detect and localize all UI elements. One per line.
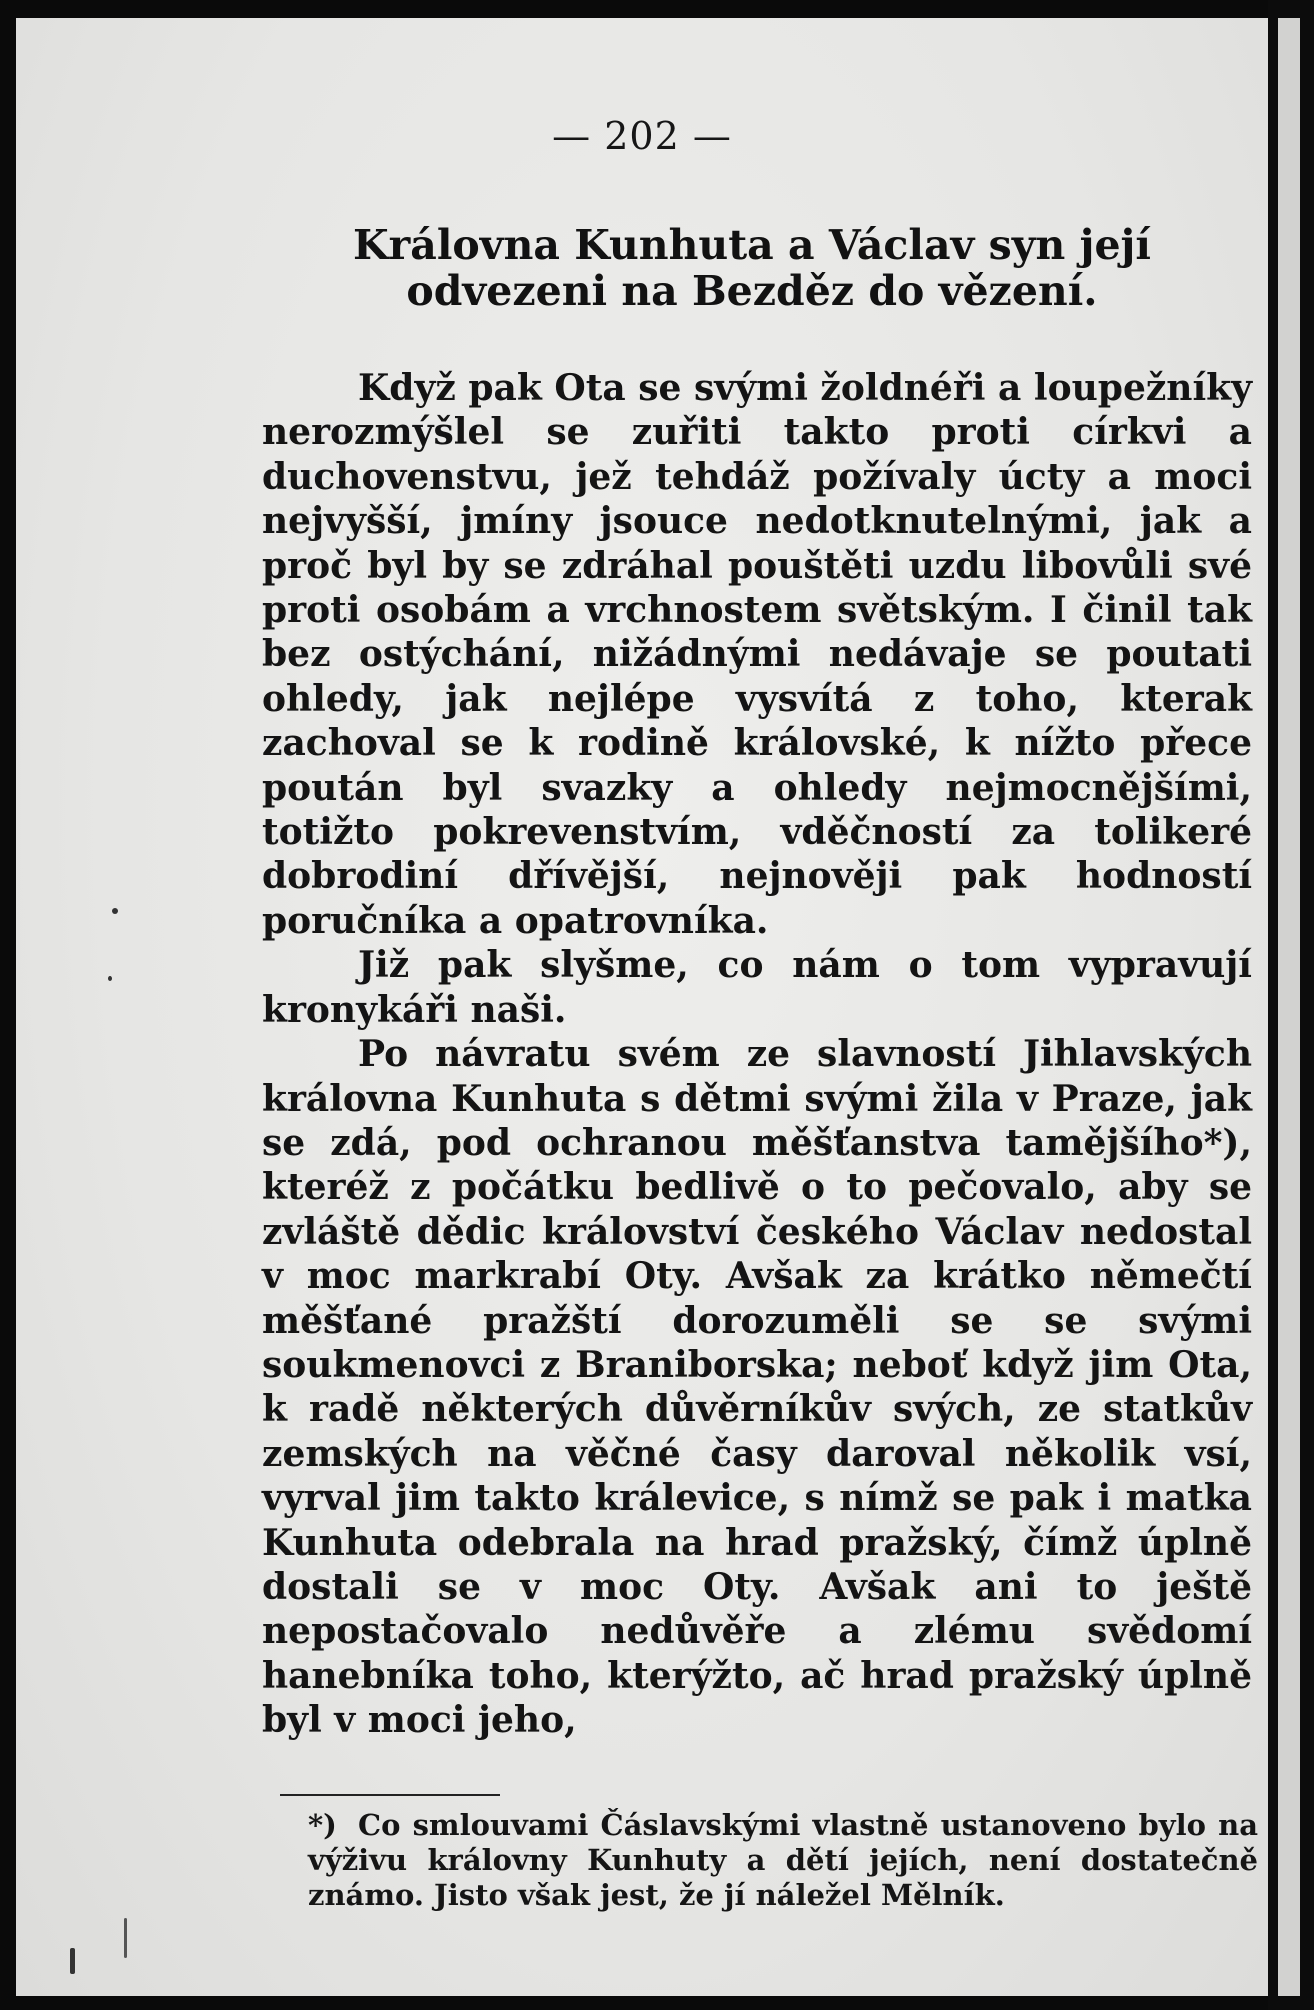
paragraph: Po návratu svém ze slavností Jihlavských královna Kunhuta s dětmi svými žila v Praze, jak se zdá, pod ochranou měšťanstva tamějšího*), kteréž z počátku bedlivě o to pečovalo, aby se zvláště dědic království českého Václav nedostal v moc markrabí Oty. Avšak za krátko němečtí měšťané pražští dorozuměli se se svými soukmenovci z Braniborska; neboť když jim Ota, k radě některých důvěrníkův svých, ze statkův zemských na věčné časy daroval několik vsí, vyrval jim takto králevice, s nímž se pak i matka Kunhuta odebrala na hrad pražský, čímž úplně dostali se v moc Oty. Avšak ani to ještě nepostačovalo nedůvěře a zlému svědomí hanebníka toho, kterýžto, ač hrad pražský úplně byl v moci jeho, (262, 1033, 1252, 1742)
footnote (308, 1808, 1258, 1913)
scan-speck (124, 1918, 127, 1958)
footnote-text: Co smlouvami Čáslavskými vlastně ustanoveno bylo na výživu královny Kunhuty a dětí jejích, není dostatečně známo. Jisto však jest, že jí náležel Mělník. (308, 1808, 1258, 1912)
paragraph: Již pak slyšme, co nám o tom vypravují kronykáři naši. (262, 944, 1252, 1031)
chapter-title: Královna Kunhuta a Václav syn její odvezeni na Bezděz do vězení. (353, 221, 1151, 315)
scan-speck (108, 976, 112, 981)
paragraph: Když pak Ota se svými žoldnéři a loupežníky nerozmýšlel se zuřiti takto proti církvi a duchovenstvu, jež tehdáž požívaly úcty a moci nejvyšší, jmíny jsouce nedotknutelnými, jak a proč byl by se zdráhal pouštěti uzdu libovůli své proti osobám a vrchnostem světským. I činil tak bez ostýchání, nižádnými nedávaje se poutati ohledy, jak nejlépe vysvítá z toho, kterak zachoval se k rodině královské, k nížto přece poután byl svazky a ohledy nejmocnějšími, totižto pokrevenstvím, vděčností za tolikeré dobrodiní dřívější, nejnověji pak hodností poručníka a opatrovníka. (262, 367, 1252, 942)
scan-speck (70, 1948, 75, 1974)
footnote-mark: *) (308, 1808, 337, 1842)
footnote-separator (280, 1794, 500, 1796)
page-number: — 202 — (552, 114, 732, 158)
adjacent-page-edge (1278, 18, 1300, 1996)
scan-speck (112, 908, 118, 914)
body-text (262, 366, 1252, 1743)
book-page (16, 18, 1268, 1996)
